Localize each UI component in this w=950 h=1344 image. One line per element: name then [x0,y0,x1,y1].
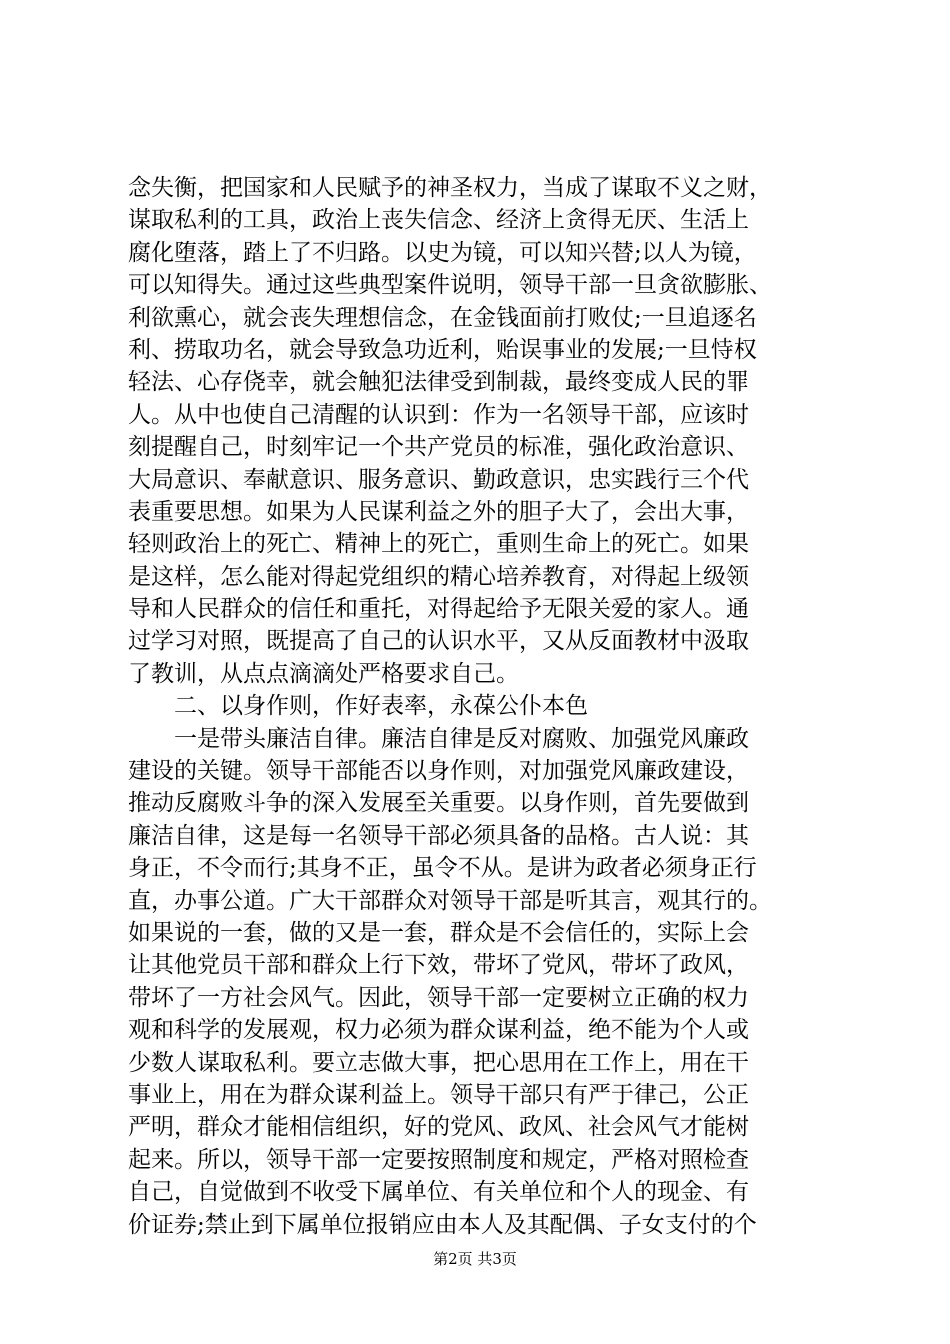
section-heading: 二、以身作则，作好表率，永葆公仆本色 [174,693,588,720]
text-line: 少数人谋取私利。要立志做大事，把心思用在工作上，用在干 [128,1049,749,1076]
text-line: 腐化堕落，踏上了不归路。以史为镜，可以知兴替;以人为镜， [128,239,757,266]
text-line: 刻提醒自己，时刻牢记一个共产党员的标准，强化政治意识、 [128,434,749,461]
text-line: 自己，自觉做到不收受下属单位、有关单位和个人的现金、有 [128,1179,749,1206]
text-line: 带坏了一方社会风气。因此，领导干部一定要树立正确的权力 [128,984,749,1011]
text-line: 表重要思想。如果为人民谋利益之外的胆子大了，会出大事， [128,498,749,525]
text-line: 推动反腐败斗争的深入发展至关重要。以身作则，首先要做到 [128,790,749,817]
text-line: 利、捞取功名，就会导致急功近利，贻误事业的发展;一旦恃权 [128,336,757,363]
text-line: 大局意识、奉献意识、服务意识、勤政意识，忠实践行三个代 [128,466,749,493]
text-line: 了教训，从点点滴滴处严格要求自己。 [128,660,519,687]
text-line: 价证券;禁止到下属单位报销应由本人及其配偶、子女支付的个 [128,1211,757,1238]
text-line: 谋取私利的工具，政治上丧失信念、经济上贪得无厌、生活上 [128,207,749,234]
text-line: 让其他党员干部和群众上行下效，带坏了党风，带坏了政风， [128,952,749,979]
text-line: 导和人民群众的信任和重托，对得起给予无限关爱的家人。通 [128,596,749,623]
text-line: 观和科学的发展观，权力必须为群众谋利益，绝不能为个人或 [128,1017,749,1044]
text-line: 念失衡，把国家和人民赋予的神圣权力，当成了谋取不义之财， [128,175,772,201]
text-line: 轻则政治上的死亡、精神上的死亡，重则生命上的死亡。如果 [128,531,749,558]
text-line: 一是带头廉洁自律。廉洁自律是反对腐败、加强党风廉政 [174,725,749,752]
text-line: 严明，群众才能相信组织，好的党风、政风、社会风气才能树 [128,1114,749,1141]
text-line: 直，办事公道。广大干部群众对领导干部是听其言，观其行的。 [128,887,772,914]
text-line: 建设的关键。领导干部能否以身作则，对加强党风廉政建设， [128,758,749,785]
text-line: 事业上，用在为群众谋利益上。领导干部只有严于律己，公正 [128,1081,749,1108]
text-line: 过学习对照，既提高了自己的认识水平，又从反面教材中汲取 [128,628,749,655]
body-text [128,172,828,1241]
text-line: 起来。所以，领导干部一定要按照制度和规定，严格对照检查 [128,1146,749,1173]
text-line: 可以知得失。通过这些典型案件说明，领导干部一旦贪欲膨胀、 [128,272,772,299]
text-line: 廉洁自律，这是每一名领导干部必须具备的品格。古人说：其 [128,822,749,849]
text-line: 轻法、心存侥幸，就会触犯法律受到制裁，最终变成人民的罪 [128,369,749,396]
page-number: 第2页 共3页 [433,1250,517,1268]
text-line: 身正，不令而行;其身不正，虽令不从。是讲为政者必须身正行 [128,855,757,882]
text-line: 如果说的一套，做的又是一套，群众是不会信任的，实际上会 [128,919,749,946]
page-footer [0,1248,950,1269]
text-line: 人。从中也使自己清醒的认识到：作为一名领导干部，应该时 [128,401,749,428]
text-line: 利欲熏心，就会丧失理想信念，在金钱面前打败仗;一旦追逐名 [128,304,757,331]
text-line: 是这样，怎么能对得起党组织的精心培养教育，对得起上级领 [128,563,749,590]
